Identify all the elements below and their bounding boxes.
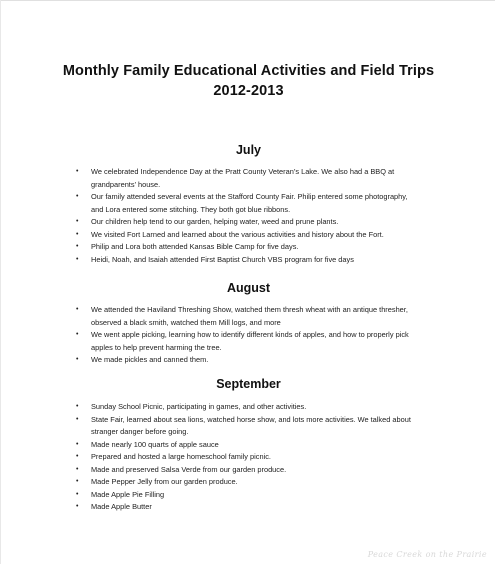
- bullet-icon: •: [76, 415, 79, 423]
- list-item: [76, 439, 411, 452]
- list-item-text: Philip and Lora both attended Kansas Bible Camp for five days.: [91, 242, 299, 251]
- list-item: [76, 451, 411, 464]
- section-heading-september: September: [216, 377, 281, 391]
- list-item-text: Made Pepper Jelly from our garden produce.: [91, 477, 238, 486]
- section-heading-august: August: [226, 281, 271, 295]
- bullet-icon: •: [76, 453, 79, 460]
- watermark-text: Peace Creek on the Prairie: [367, 550, 487, 559]
- list-item: [76, 354, 411, 367]
- list-item-text: We attended the Haviland Threshing Show, watched them thresh wheat with an antique thresher, observed a black smith, watched them Mill logs, and more: [91, 305, 408, 327]
- bullet-icon: •: [76, 255, 79, 263]
- list-item-text: Made nearly 100 quarts of apple sauce: [91, 439, 219, 449]
- list-item: [76, 166, 411, 191]
- section-heading-july: July: [235, 143, 261, 157]
- list-item-text: Heidi, Noah, and Isaiah attended First Baptist Church VBS program for five days: [91, 254, 354, 264]
- list-item: [76, 476, 411, 489]
- list-item-text: Made and preserved Salsa Verde from our garden produce.: [91, 464, 287, 474]
- list-item-text: Our family attended several events at the Stafford County Fair. Philip entered some photography, and Lora entered some stitching. They both got blue ribbons.: [91, 192, 408, 214]
- list-item-text: We celebrated Independence Day at the Pratt County Veteran’s Lake. We also had a BBQ at grandparents’ house.: [91, 167, 395, 189]
- list-item: [76, 241, 411, 254]
- list-item: [76, 329, 411, 354]
- list-item: [76, 489, 411, 502]
- list-item-text: Made Apple Pie Filling: [91, 489, 165, 499]
- list-item-text: Made Apple Butter: [91, 502, 152, 511]
- list-item: [76, 464, 411, 477]
- list-item-text: Sunday School Picnic, participating in games, and other activities.: [91, 402, 307, 411]
- activity-list-july: [76, 166, 411, 266]
- list-item-text: We visited Fort Larned and learned about the various activities and history about the Fort.: [91, 229, 384, 239]
- bullet-icon: •: [76, 218, 79, 225]
- document-title: Monthly Family Educational Activities and Field Trips: [62, 63, 435, 79]
- list-item: [76, 304, 411, 329]
- list-item: [76, 229, 411, 242]
- bullet-icon: •: [76, 465, 79, 473]
- list-item: [76, 501, 411, 514]
- bullet-icon: •: [76, 503, 79, 510]
- list-item: [76, 414, 411, 439]
- bullet-icon: •: [76, 168, 79, 175]
- bullet-icon: •: [76, 193, 79, 200]
- activity-list-september: [76, 401, 411, 514]
- bullet-icon: •: [76, 478, 79, 485]
- page-top-edge: [1, 0, 495, 1]
- bullet-icon: •: [76, 331, 79, 338]
- document-year-range: 2012-2013: [213, 83, 284, 99]
- activity-list-august: [76, 304, 411, 367]
- list-item-text: State Fair, learned about sea lions, watched horse show, and lots more activities. We talked about stranger danger before going.: [91, 414, 411, 436]
- list-item-text: We went apple picking, learning how to identify different kinds of apples, and how to properly pick apples to help prevent harming the tree.: [91, 330, 409, 352]
- list-item-text: We made pickles and canned them.: [91, 355, 209, 364]
- bullet-icon: •: [76, 403, 79, 410]
- bullet-icon: •: [76, 306, 79, 313]
- bullet-icon: •: [76, 356, 79, 363]
- bullet-icon: •: [76, 243, 79, 250]
- list-item: [76, 216, 411, 229]
- list-item: [76, 401, 411, 414]
- bullet-icon: •: [76, 490, 79, 498]
- list-item: [76, 254, 411, 267]
- list-item-text: Prepared and hosted a large homeschool family picnic.: [91, 452, 271, 461]
- list-item-text: Our children help tend to our garden, helping water, weed and prune plants.: [91, 217, 339, 226]
- list-item: [76, 191, 411, 216]
- bullet-icon: •: [76, 230, 79, 238]
- bullet-icon: •: [76, 440, 79, 448]
